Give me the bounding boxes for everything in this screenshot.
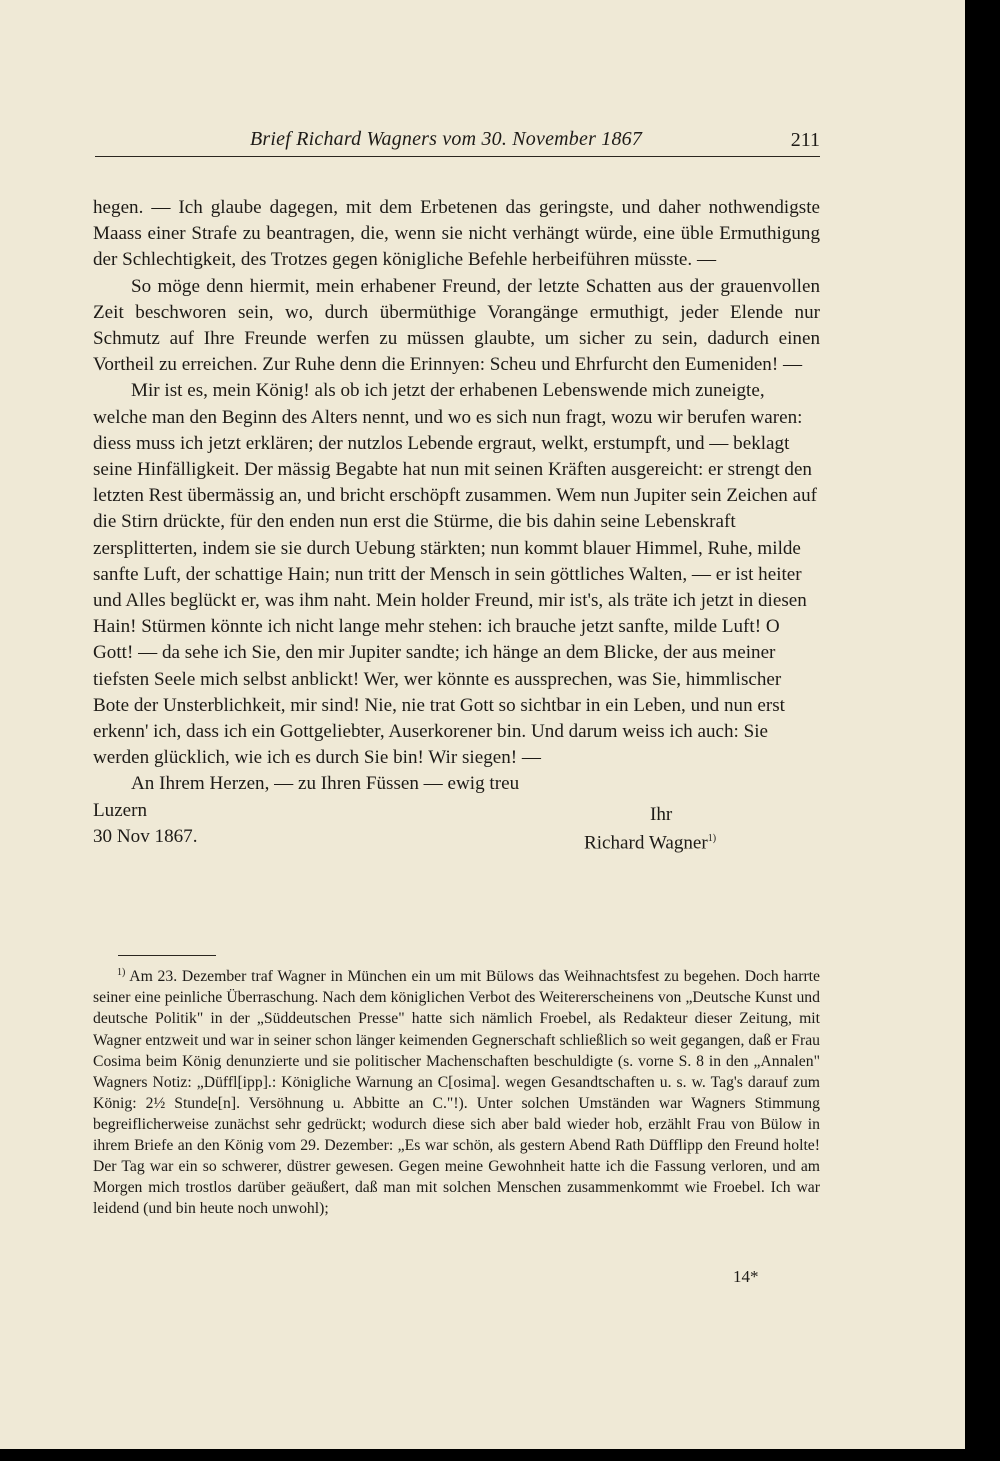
footnotes [93,962,820,1219]
paragraph-1: hegen. — Ich glaube dagegen, mit dem Erbetenen das geringste, und daher nothwendigste Maass einer Strafe zu beantragen, die, wenn sie nicht verhängt würde, eine üble Ermuthigung der Schlechtigkeit, des Trotzes gegen königliche Befehle herbeiführen müsste. — [93,197,820,271]
letter-signature [584,826,716,857]
letter-date: 30 Nov 1867. [93,825,198,847]
footnote-reference: 1) [707,832,717,844]
signature-row-1 [93,798,820,824]
page-header [95,128,820,157]
footnote-marker: 1) [117,967,126,978]
signature-name: Richard Wagner [584,832,708,854]
paragraph-2: So möge denn hiermit, mein erhabener Freund, der letzte Schatten aus der grauenvollen Zeit beschworen sein, wo, durch übermüthige Vorangänge ermuthigt, jeder Elende nur Schmutz auf Ihre Freunde werfen zu müssen glaubte, um sicher zu sein, dadurch einen Vortheil zu erreichen. Zur Ruhe denn die Erinnyen: Scheu und Ehrfurcht den Eumeniden! — [93,275,820,376]
closing-line: An Ihrem Herzen, — zu Ihren Füssen — ewig treu [131,773,520,795]
letter-place: Luzern [93,799,148,821]
signature-row-2 [93,824,820,854]
letter-body [93,195,820,854]
footnote-text: Am 23. Dezember traf Wagner in München ein um mit Bülows das Weihnachtsfest zu begehen. Doch harrte seiner eine peinliche Überraschung. Nach dem königlichen Verbot des Weitererscheinens von „Deutsche Kunst und deutsche Politik" in der „Süddeutschen Presse" hatte sich nämlich Froebel, als Redakteur dieser Zeitung, mit Wagner entzweit und war in seiner schon länger keimenden Gegnerschaft schließlich so weit gegangen, daß er Frau Cosima beim König denunzierte und sie politischer Machenschaften beschuldigte (s. vorne S. 8 in den „Annalen" Wagners Notiz: „Düffl[ipp].: Königliche Warnung an C[osima]. wegen Gesandtschaften u. s. w. Tag's darauf zum König: 2½ Stunde[n]. Versöhnung u. Abbitte an C."!). Unter solchen Umständen war Wagners Stimmung begreiflicherweise zunächst sehr gedrückt; wodurch diese sich aber bald wieder hob, erzählt Frau von Bülow in ihrem Briefe an den König vom 29. Dezember: „Es war schön, als gestern Abend Rath Düfflipp den Freund holte! Der Tag war ein so schwerer, düstrer gewesen. Gegen meine Gewohnheit hatte ich die Fassung verloren, und am Morgen mich trostlos darüber geäußert, daß man mit solchen Menschen zusammenkommt wie Froebel. Ich war leidend (und bin heute noch unwohl); [93,968,821,1218]
footnote-divider [118,955,216,956]
running-title: Brief Richard Wagners vom 30. November 1867 [250,128,643,150]
letter-salutation: Ihr [650,803,673,825]
footnote-1 [93,962,820,1219]
printer-signature-mark: 14* [733,1267,759,1286]
page-number: 211 [790,129,820,151]
paragraph-3: Mir ist es, mein König! als ob ich jetzt der erhabenen Lebenswende mich zuneigte, welche man den Beginn des Alters nennt, und wo es sich nun fragt, wozu wir berufen waren: diess muss ich jetzt erklären; der nutzlos Lebende ergraut, welkt, erstumpft, und — beklagt seine Hinfälligkeit. Der mässig Begabte hat nun mit seinen Kräften ausgereicht: er strengt den letzten Rest übermässig an, und bricht erschöpft zusammen. Wem nun Jupiter sein Zeichen auf die Stirn drückte, für den enden nun erst die Stürme, die bis dahin seine Lebenskraft zersplitterten, indem sie sie durch Uebung stärkten; nun kommt blauer Himmel, Ruhe, milde sanfte Luft, der schattige Hain; nun tritt der Mensch in sein göttliches Walten, — er ist heiter und Alles beglückt er, was ihm naht. Mein holder Freund, mir ist's, als träte ich jetzt in diesen Hain! Stürmen könnte ich nicht lange mehr stehen: ich brauche jetzt sanfte, milde Luft! O Gott! — da sehe ich Sie, den mir Jupiter sandte; ich hänge an dem Blicke, der aus meiner tiefsten Seele mich selbst anblickt! Wer, wer könnte es aussprechen, was Sie, himmlischer Bote der Unsterblichkeit, mir sind! Nie, nie trat Gott so sichtbar in ein Leben, und nun erst erkenn' ich, dass ich ein Gottgeliebter, Auserkorener bin. Und darum weiss ich auch: Sie werden glücklich, wie ich es durch Sie bin! Wir siegen! — [93,380,817,769]
